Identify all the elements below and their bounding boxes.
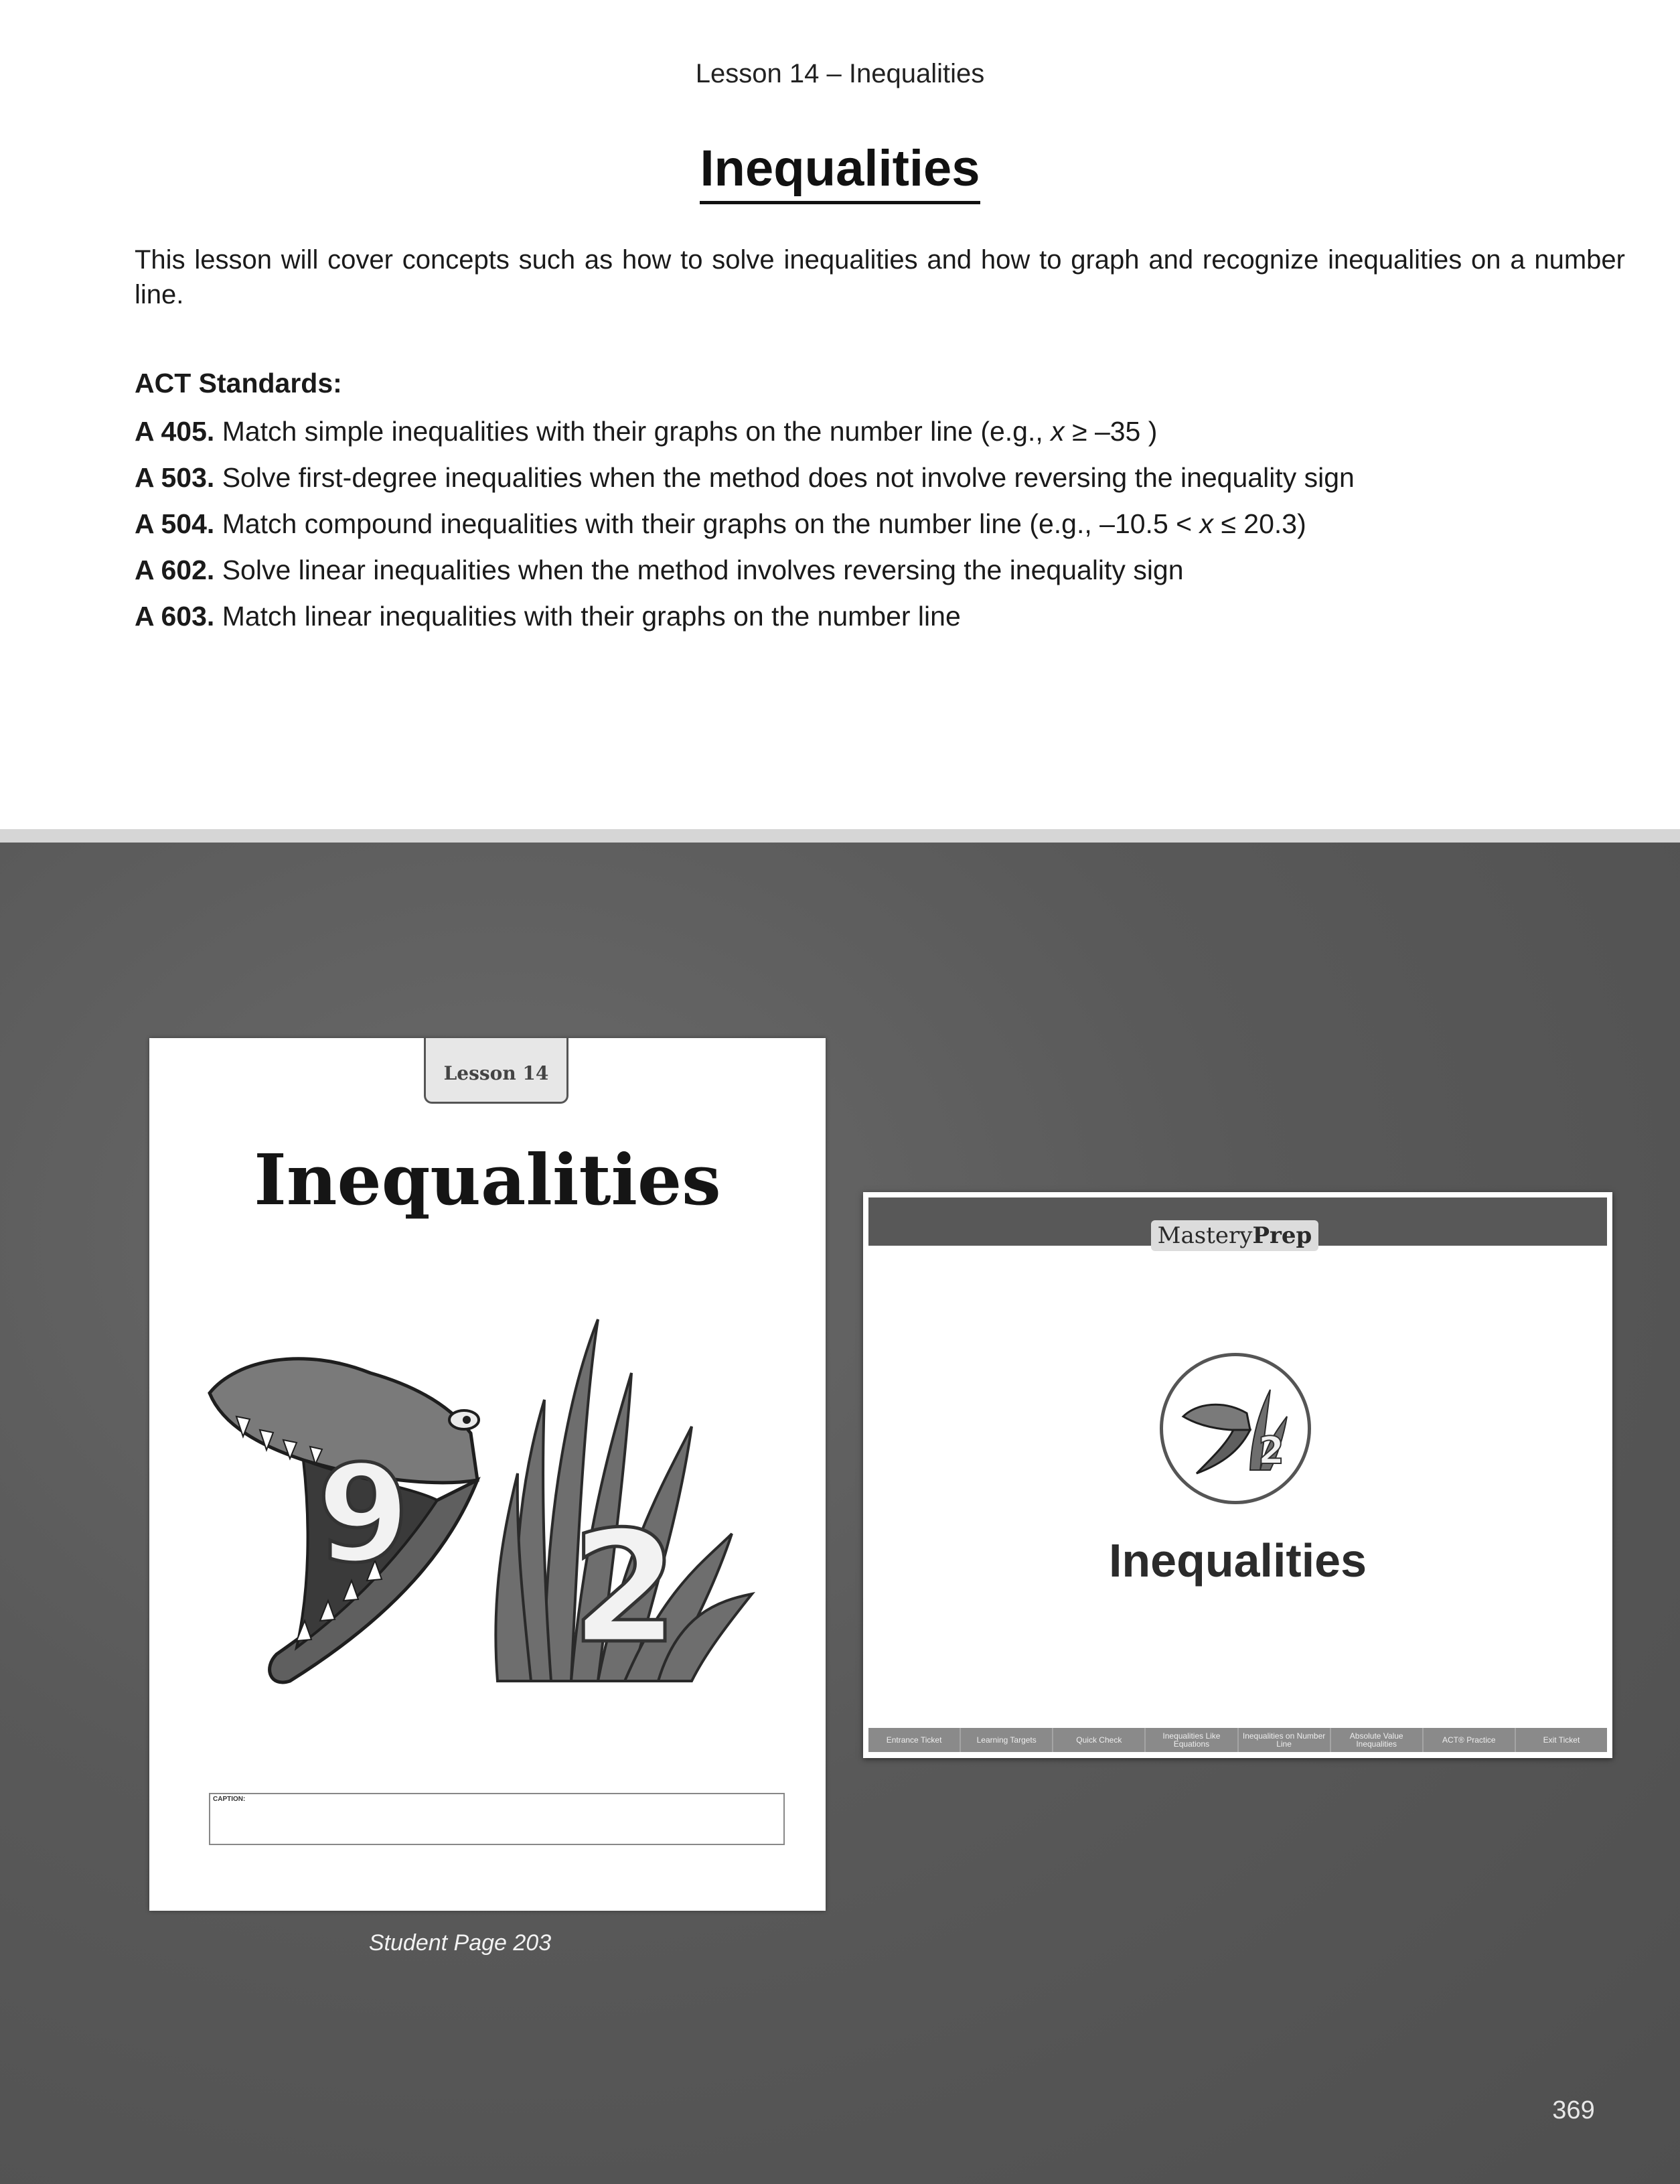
digit-nine: 9 [317,1437,410,1593]
running-header: Lesson 14 – Inequalities [695,59,985,88]
student-page-title: Inequalities [254,1139,721,1221]
chalkboard-top-edge [0,829,1680,843]
nav-entrance-ticket[interactable]: Entrance Ticket [868,1728,961,1752]
logo-text-prep: Prep [1252,1222,1312,1249]
slide-nav-bar [868,1728,1607,1752]
slide-title: Inequalities [1108,1534,1367,1587]
nav-exit-ticket[interactable]: Exit Ticket [1543,1735,1580,1745]
standard-item [135,554,1608,586]
caption-box [209,1793,785,1845]
lesson-title: Inequalities [700,141,980,204]
nav-act-practice[interactable]: ACT® Practice [1424,1728,1516,1752]
standard-text: Match compound inequalities with their graphs on the number line (e.g., –10.5 < [222,508,1200,539]
nav-quick-check[interactable]: Quick Check [1053,1728,1146,1752]
standard-item [135,461,1608,494]
slide-thumbnail [863,1192,1612,1758]
alligator-illustration [196,1306,772,1708]
act-standards [135,367,1608,646]
alligator-badge-icon [1160,1353,1311,1504]
standard-item [135,415,1608,447]
badge-art [1163,1356,1308,1501]
lesson-intro: This lesson will cover concepts such as how to solve inequalities and how to graph and recognize inequalities on a number line. [135,245,1625,309]
nav-absolute-value-inequalities[interactable]: Absolute Value Inequalities [1331,1728,1424,1752]
standards-heading: ACT Standards: [135,368,342,398]
digit-two: 2 [571,1499,679,1678]
standard-text: Match linear inequalities with their graphs on the number line [222,601,961,632]
lesson-tab: Lesson 14 [424,1038,568,1104]
nav-inequalities-like-equations[interactable]: Inequalities Like Equations [1146,1728,1238,1752]
lesson-title-wrap [0,141,1680,204]
standard-code: A 405. [135,416,215,447]
standard-code: A 503. [135,462,215,493]
standard-code: A 602. [135,555,215,585]
student-page-thumbnail [149,1038,826,1911]
nav-learning-targets[interactable]: Learning Targets [961,1728,1053,1752]
standard-variable: x [1051,416,1065,447]
logo-text-mastery: Mastery [1157,1222,1253,1249]
standard-text: Match simple inequalities with their graphs on the number line (e.g., [222,416,1051,447]
page-number: 369 [1552,2096,1595,2124]
standard-code: A 603. [135,601,215,632]
standard-code: A 504. [135,508,215,539]
standard-item [135,600,1608,632]
masteryprep-logo [1151,1220,1318,1251]
nav-inequalities-on-number-line[interactable]: Inequalities on Number Line [1239,1728,1331,1752]
standard-item [135,508,1608,540]
caption-label: CAPTION: [213,1796,246,1803]
standard-text-after: ≥ –35 ) [1064,416,1158,447]
standard-text: Solve linear inequalities when the method involves reversing the inequality sign [222,555,1184,585]
badge-digit: 2 [1258,1429,1284,1473]
standard-text-after: ≤ 20.3) [1213,508,1306,539]
standard-text: Solve first-degree inequalities when the method does not involve reversing the inequality sign [222,462,1355,493]
student-page-caption: Student Page 203 [368,1930,552,1956]
standard-variable: x [1199,508,1213,539]
